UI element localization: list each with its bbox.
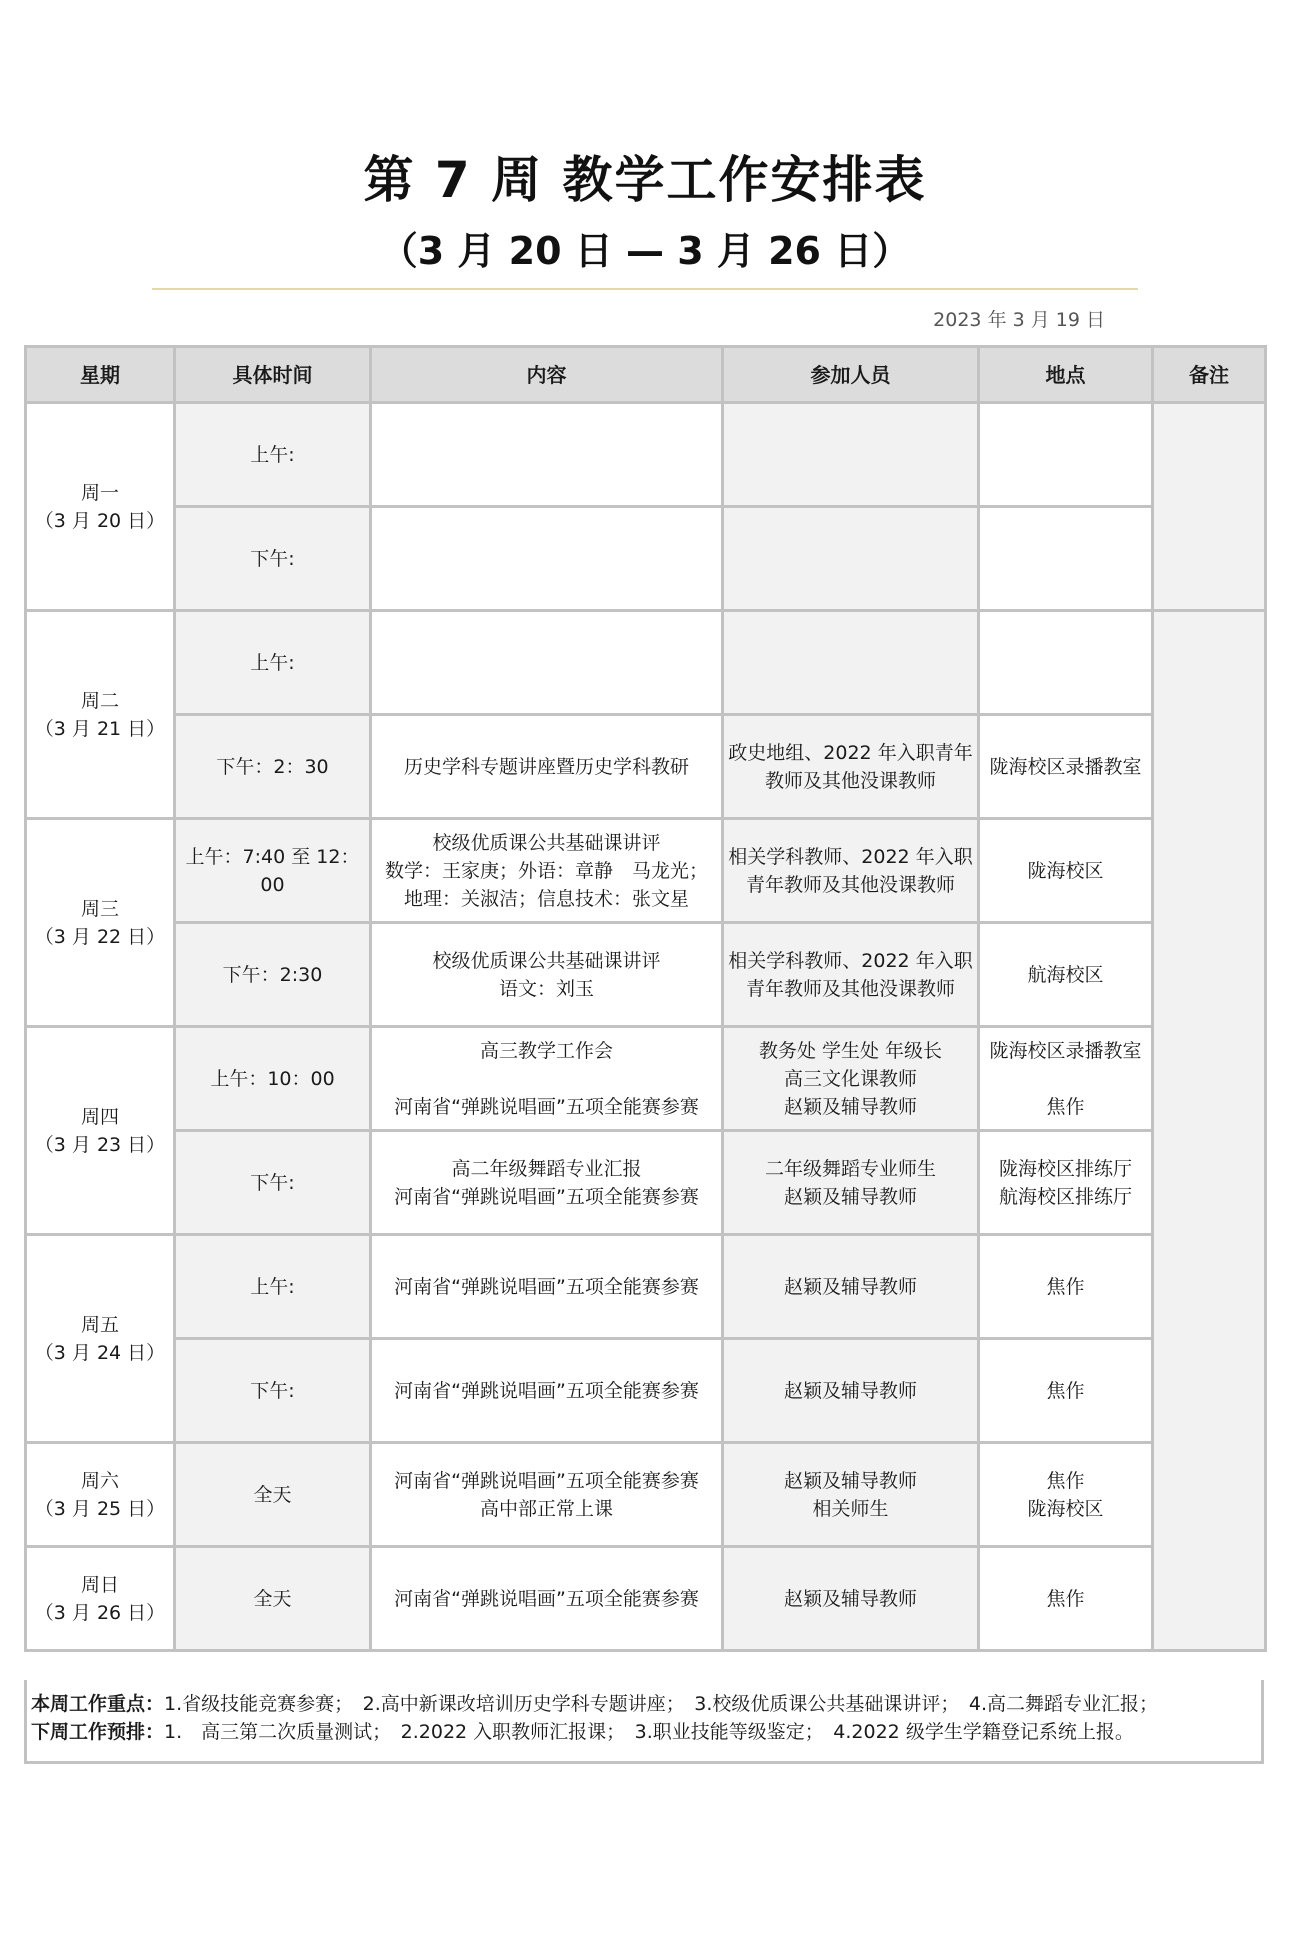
location-cell — [979, 611, 1153, 715]
content-cell — [371, 611, 723, 715]
next-text: 1. 高三第二次质量测试； 2.2022 入职教师汇报课； 3.职业技能等级鉴定； 4.2022 级学生学籍登记系统上报。 — [164, 1721, 1134, 1743]
location-cell: 焦作 — [979, 1547, 1153, 1651]
content-cell: 河南省“弹跳说唱画”五项全能赛参赛 — [371, 1339, 723, 1443]
time-cell: 上午: — [175, 611, 371, 715]
table-row — [26, 1027, 1266, 1131]
time-cell: 全天 — [175, 1547, 371, 1651]
participants-cell: 教务处 学生处 年级长 高三文化课教师 赵颖及辅导教师 — [723, 1027, 979, 1131]
table-row — [26, 1235, 1266, 1339]
time-cell: 下午: — [175, 1339, 371, 1443]
time-cell: 下午: — [175, 1131, 371, 1235]
issue-date: 2023 年 3 月 19 日 — [933, 309, 1105, 331]
table-row — [26, 507, 1266, 611]
next-label: 下周工作预排： — [31, 1721, 165, 1743]
location-cell: 航海校区 — [979, 923, 1153, 1027]
time-cell: 上午：7:40 至 12：00 — [175, 819, 371, 923]
location-cell: 陇海校区 — [979, 819, 1153, 923]
location-cell: 焦作 — [979, 1235, 1153, 1339]
participants-cell: 赵颖及辅导教师 — [723, 1339, 979, 1443]
weekday-cell: 周二 （3 月 21 日） — [26, 611, 175, 819]
header-row — [26, 347, 1266, 403]
time-cell: 上午: — [175, 1235, 371, 1339]
table-row — [26, 1547, 1266, 1651]
weekday-cell: 周六 （3 月 25 日） — [26, 1443, 175, 1547]
participants-cell: 政史地组、2022 年入职青年 教师及其他没课教师 — [723, 715, 979, 819]
header-weekday: 星期 — [26, 347, 175, 403]
weekday-cell: 周一 （3 月 20 日） — [26, 403, 175, 611]
time-cell: 上午: — [175, 403, 371, 507]
content-cell — [371, 403, 723, 507]
location-cell: 陇海校区录播教室 焦作 — [979, 1027, 1153, 1131]
table-row — [26, 1443, 1266, 1547]
table-row — [26, 1131, 1266, 1235]
participants-cell: 赵颖及辅导教师 — [723, 1235, 979, 1339]
table-row — [26, 923, 1266, 1027]
header-notes: 备注 — [1153, 347, 1266, 403]
content-cell: 高二年级舞蹈专业汇报 河南省“弹跳说唱画”五项全能赛参赛 — [371, 1131, 723, 1235]
this-week-focus — [31, 1690, 1261, 1718]
participants-cell: 赵颖及辅导教师 相关师生 — [723, 1443, 979, 1547]
notes-cell — [1153, 403, 1266, 611]
content-cell: 高三教学工作会 河南省“弹跳说唱画”五项全能赛参赛 — [371, 1027, 723, 1131]
participants-cell: 赵颖及辅导教师 — [723, 1547, 979, 1651]
table-row — [26, 819, 1266, 923]
location-cell: 焦作 陇海校区 — [979, 1443, 1153, 1547]
table-row — [26, 715, 1266, 819]
table-row — [26, 1339, 1266, 1443]
location-cell — [979, 507, 1153, 611]
page-title: 第 7 周 教学工作安排表 — [363, 151, 927, 209]
header-participants: 参加人员 — [723, 347, 979, 403]
location-cell: 陇海校区排练厅 航海校区排练厅 — [979, 1131, 1153, 1235]
participants-cell: 二年级舞蹈专业师生 赵颖及辅导教师 — [723, 1131, 979, 1235]
next-week-plan — [31, 1718, 1261, 1746]
participants-cell: 相关学科教师、2022 年入职 青年教师及其他没课教师 — [723, 819, 979, 923]
content-cell: 历史学科专题讲座暨历史学科教研 — [371, 715, 723, 819]
time-cell: 上午：10：00 — [175, 1027, 371, 1131]
content-cell: 河南省“弹跳说唱画”五项全能赛参赛 — [371, 1547, 723, 1651]
participants-cell — [723, 611, 979, 715]
content-cell: 校级优质课公共基础课讲评 语文：刘玉 — [371, 923, 723, 1027]
weekday-cell: 周三 （3 月 22 日） — [26, 819, 175, 1027]
location-cell: 焦作 — [979, 1339, 1153, 1443]
focus-label: 本周工作重点： — [31, 1693, 165, 1715]
weekday-cell: 周日 （3 月 26 日） — [26, 1547, 175, 1651]
participants-cell — [723, 403, 979, 507]
location-cell — [979, 403, 1153, 507]
header-content: 内容 — [371, 347, 723, 403]
location-cell: 陇海校区录播教室 — [979, 715, 1153, 819]
time-cell: 下午：2:30 — [175, 923, 371, 1027]
content-cell: 河南省“弹跳说唱画”五项全能赛参赛 — [371, 1235, 723, 1339]
time-cell: 下午: — [175, 507, 371, 611]
page-subtitle: （3 月 20 日 — 3 月 26 日） — [379, 229, 911, 273]
notes-cell — [1153, 611, 1266, 1651]
participants-cell: 相关学科教师、2022 年入职 青年教师及其他没课教师 — [723, 923, 979, 1027]
schedule-table — [24, 345, 1267, 1652]
focus-text: 1.省级技能竞赛参赛； 2.高中新课改培训历史学科专题讲座； 3.校级优质课公共基础课讲评； 4.高二舞蹈专业汇报； — [164, 1693, 1159, 1715]
header-location: 地点 — [979, 347, 1153, 403]
time-cell: 全天 — [175, 1443, 371, 1547]
participants-cell — [723, 507, 979, 611]
content-cell: 河南省“弹跳说唱画”五项全能赛参赛 高中部正常上课 — [371, 1443, 723, 1547]
weekday-cell: 周五 （3 月 24 日） — [26, 1235, 175, 1443]
header-time: 具体时间 — [175, 347, 371, 403]
table-row — [26, 403, 1266, 507]
summary-box — [24, 1680, 1264, 1764]
content-cell: 校级优质课公共基础课讲评 数学：王家庚；外语：章静 马龙光； 地理：关淑洁；信息技术：张文星 — [371, 819, 723, 923]
title-divider — [152, 288, 1138, 290]
table-row — [26, 611, 1266, 715]
time-cell: 下午：2：30 — [175, 715, 371, 819]
content-cell — [371, 507, 723, 611]
weekday-cell: 周四 （3 月 23 日） — [26, 1027, 175, 1235]
